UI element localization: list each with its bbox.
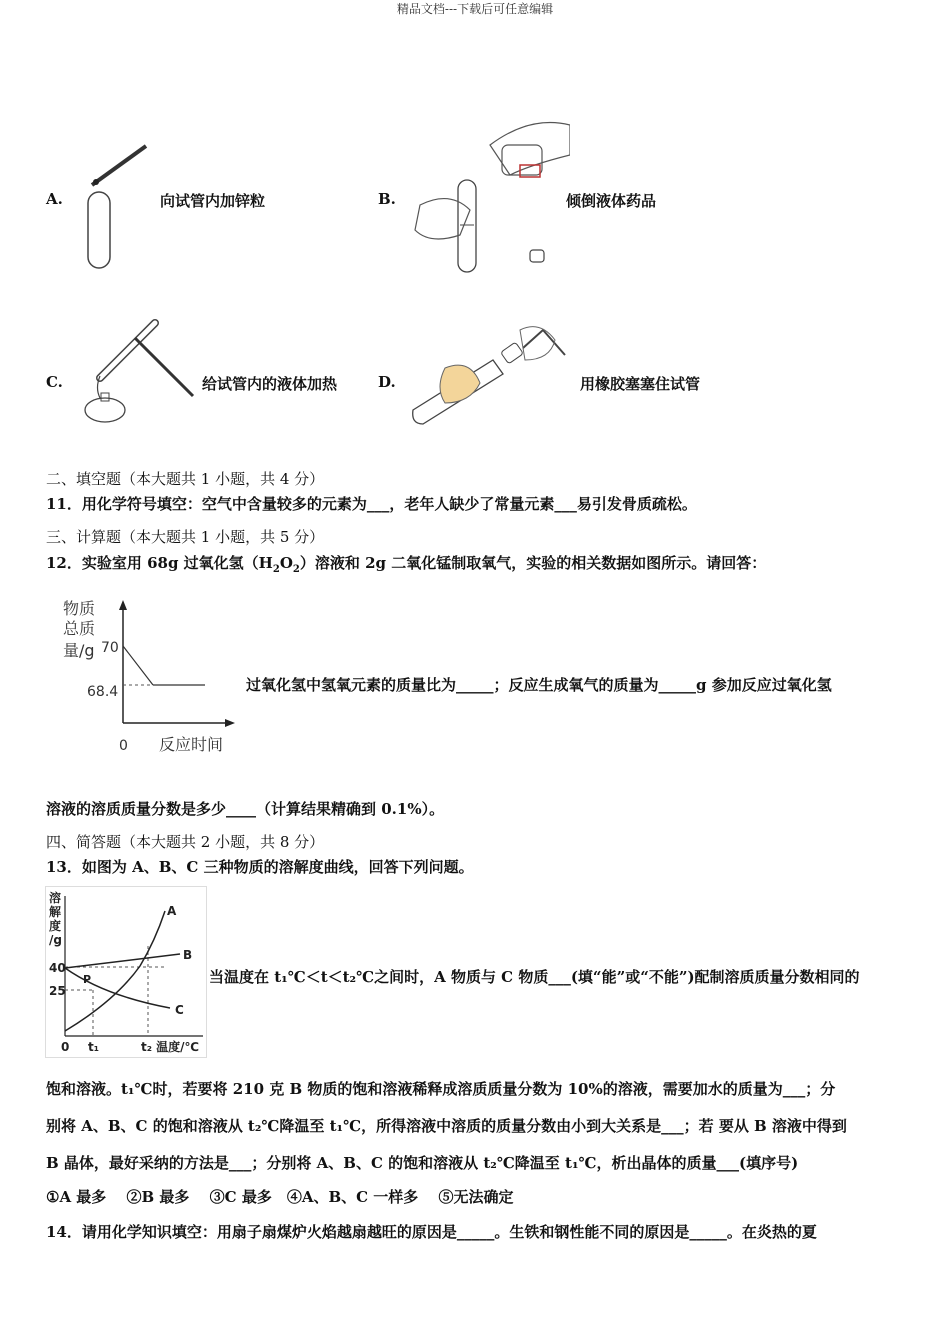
heating-liquid-illustration xyxy=(75,318,200,426)
solubility-curve-chart xyxy=(45,886,207,1058)
question-13-line-3: B 晶体，最好采纳的方法是___；分别将 A、B、C 的饱和溶液从 t₂℃降温至 t₁℃，析出晶体的质量___(填序号) xyxy=(46,1154,799,1172)
question-12 xyxy=(46,553,766,580)
q12-sub1: 2 xyxy=(272,564,280,575)
option-b-caption: 倾倒液体药品 xyxy=(566,192,657,210)
option-a-letter: A. xyxy=(46,190,63,208)
q12-sub2: 2 xyxy=(292,564,300,575)
chart2-ylabel-2: 解 xyxy=(49,905,62,919)
q12-part1: 12．实验室用 68g 过氧化氢（H xyxy=(46,554,273,572)
chart1-ytick-70: 70 xyxy=(101,640,119,656)
chart2-xtick-t1: t₁ xyxy=(88,1040,99,1054)
test-tube-zinc-illustration xyxy=(80,140,160,275)
point-p-label: P xyxy=(83,973,92,986)
chart1-ytick-68-4: 68.4 xyxy=(87,684,119,700)
chart1-ylabel-3: 量/g xyxy=(63,641,95,660)
curve-c-label: C xyxy=(175,1003,184,1017)
question-13-line-2: 别将 A、B、C 的饱和溶液从 t₂℃降温至 t₁℃，所得溶液中溶质的质量分数由小到大关系是___；若 要从 B 溶液中得到 xyxy=(46,1117,847,1135)
chart2-origin: 0 xyxy=(61,1040,70,1054)
option-d-caption: 用橡胶塞塞住试管 xyxy=(580,375,701,393)
chart2-ylabel-1: 溶 xyxy=(49,891,62,905)
curve-b-label: B xyxy=(183,948,193,962)
question-12-side-text: 过氧化氢中氢氧元素的质量比为_____；反应生成氧气的质量为_____g 参加反应过氧化氢 xyxy=(246,676,832,694)
q12-part3: ）溶液和 2g 二氧化锰制取氧气，实验的相关数据如图所示。请回答： xyxy=(299,554,767,572)
chart1-ylabel-1: 物质 xyxy=(63,599,96,618)
chart1-ylabel-2: 总质 xyxy=(63,619,96,638)
curve-a xyxy=(65,911,165,1031)
section-3-heading: 三、计算题（本大题共 1 小题，共 5 分） xyxy=(46,528,325,546)
chart1-xlabel: 反应时间 xyxy=(159,735,224,754)
question-14: 14．请用化学知识填空：用扇子扇煤炉火焰越扇越旺的原因是_____。生铁和钢性能不同的原因是_____。在炎热的夏 xyxy=(46,1223,817,1241)
chart1-series-decline xyxy=(123,646,153,685)
question-13-choices: ①A 最多 ②B 最多 ③C 最多 ④A、B、C 一样多 ⑤无法确定 xyxy=(46,1188,514,1206)
chart1-origin: 0 xyxy=(119,738,128,754)
option-c-letter: C. xyxy=(46,373,63,391)
question-13-line-1: 饱和溶液。t₁℃时，若要将 210 克 B 物质的饱和溶液稀释成溶质质量分数为 10%的溶液，需要加水的质量为___；分 xyxy=(46,1080,836,1098)
chart2-ylabel-3: 度 xyxy=(49,919,62,933)
mass-time-chart xyxy=(55,598,240,758)
option-c-caption: 给试管内的液体加热 xyxy=(202,375,338,393)
q12-part2: O xyxy=(279,554,293,572)
question-11: 11．用化学符号填空：空气中含量较多的元素为___，老年人缺少了常量元素___易引发骨质疏松。 xyxy=(46,495,697,513)
chart2-ytick-25: 25 xyxy=(49,984,66,998)
option-d-letter: D. xyxy=(378,373,396,391)
section-2-heading: 二、填空题（本大题共 1 小题，共 4 分） xyxy=(46,470,325,488)
curve-a-label: A xyxy=(167,904,177,918)
chart2-xtick-t2: t₂ 温度/℃ xyxy=(141,1040,200,1054)
page-header: 精品文档---下载后可任意编辑 xyxy=(396,2,554,16)
curve-c xyxy=(65,968,170,1008)
option-a-caption: 向试管内加锌粒 xyxy=(160,192,266,210)
question-12-end: 溶液的溶质质量分数是多少____（计算结果精确到 0.1%）。 xyxy=(46,800,445,818)
option-b-letter: B. xyxy=(378,190,396,208)
question-13-side-text: 当温度在 t₁℃＜t＜t₂℃之间时，A 物质与 C 物质___(填“能”或“不能”)配制溶质质量分数相同的 xyxy=(209,968,860,986)
chart2-ytick-40: 40 xyxy=(49,961,66,975)
curve-b xyxy=(65,954,180,968)
rubber-stopper-illustration xyxy=(405,318,577,426)
chart2-ylabel-4: /g xyxy=(49,933,62,947)
section-4-heading: 四、简答题（本大题共 2 小题，共 8 分） xyxy=(46,833,325,851)
pouring-liquid-illustration xyxy=(410,105,570,280)
question-13: 13．如图为 A、B、C 三种物质的溶解度曲线，回答下列问题。 xyxy=(46,858,474,876)
